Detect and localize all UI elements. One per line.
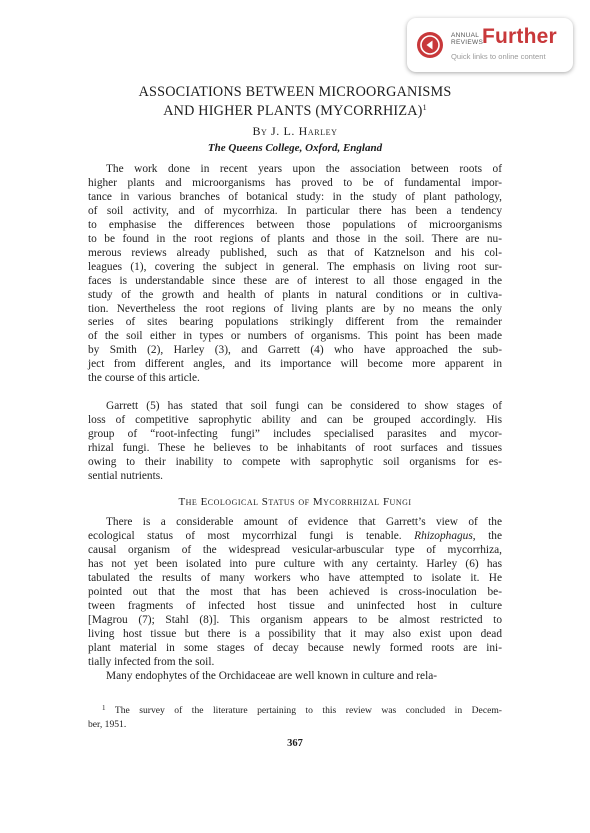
- text-line: There is a considerable amount of evidence that Garrett’s view of the: [106, 516, 502, 528]
- text-line: sential nutrients.: [88, 469, 163, 482]
- section-heading: The Ecological Status of Mycorrhizal Fungi: [178, 496, 412, 508]
- text-line: rhizal fungi. These he believes to be inhabitants of root surfaces and tissues: [88, 441, 502, 454]
- text-line: owing to their inability to compete with saprophytic soil organisms for es-: [88, 455, 502, 468]
- title-footnote-mark[interactable]: 1: [422, 103, 427, 112]
- paragraph-2: [88, 400, 502, 484]
- text-line: of soil activity, and of mycorrhiza. In particular there has been a tendency: [88, 204, 502, 217]
- text-line: to be found in the root regions of plants and those in the soil. There are nu-: [88, 232, 502, 245]
- text-line: tially infected from the soil.: [88, 655, 215, 668]
- footnote-line-2: ber, 1951.: [88, 719, 127, 730]
- title-line-2: AND HIGHER PLANTS (MYCORRHIZA): [163, 103, 423, 119]
- text-line: of the soil either in types or numbers of organisms. This point has been made: [88, 330, 502, 343]
- text-line: causal organism of the widespread vesicular-arbuscular type of mycorrhiza,: [88, 543, 502, 556]
- badge-annual-label: ANNUAL: [451, 32, 480, 39]
- text-line: study of the growth and health of plants in natural conditions or in cultiva-: [88, 288, 502, 301]
- author-affiliation: The Queens College, Oxford, England: [207, 142, 383, 154]
- paragraph-4: [88, 670, 502, 684]
- article-title: [100, 84, 490, 119]
- badge-subtitle: Quick links to online content: [451, 52, 546, 61]
- text-line: ject from different angles, and its importance will become more apparent in: [88, 358, 502, 371]
- author-byline: By J. L. Harley: [252, 124, 338, 138]
- footnote-line-1: The survey of the literature pertaining to this review was concluded in Decem-: [114, 705, 502, 716]
- text-line: tion. Nevertheless the root regions of living plants are by no means the only: [88, 302, 502, 315]
- badge-further-label: Further: [482, 25, 557, 48]
- text-line: to emphasise the differences between those populations of microorganisms: [88, 218, 502, 231]
- text-line: tance in various branches of botanical study: in the study of plant pathology,: [88, 190, 502, 203]
- text-line: pointed out that the most that has been achieved is cross-inoculation be-: [88, 585, 502, 598]
- text-line: by Smith (2), Harley (3), and Garrett (4) who have approached the sub-: [88, 344, 502, 357]
- genus-name: Rhizophagus: [414, 529, 473, 542]
- annual-reviews-logo-icon: [417, 32, 443, 58]
- paragraph-3: [88, 516, 502, 669]
- text-line: group of “root-infecting fungi” includes specialised parasites and mycor-: [88, 427, 502, 440]
- text-line: Many endophytes of the Orchidaceae are well known in culture and rela-: [106, 670, 438, 682]
- text-line: plant material in some stages of decay because newly formed roots are ini-: [88, 641, 502, 654]
- text-line: living host tissue but there is a possibility that it may also exist upon dead: [88, 627, 502, 640]
- text-line: has not yet been isolated into pure culture with any certainty. Harley (6) has: [88, 557, 502, 570]
- text-line: the course of this article.: [88, 372, 200, 385]
- footnote-mark: 1: [102, 704, 106, 712]
- text-line: ecological status of most mycorrhizal fungi is tenable. Rhizophagus, the: [88, 529, 502, 542]
- paragraph-1: [88, 163, 502, 386]
- footnote: [88, 701, 502, 732]
- further-badge[interactable]: [407, 18, 573, 72]
- page-number: 367: [287, 738, 303, 749]
- text-line: [Magrou (7); Stahl (8)]. This organism appears to be almost restricted to: [88, 613, 502, 626]
- text-line: Garrett (5) has stated that soil fungi can be considered to show stages of: [106, 400, 502, 412]
- text-line: tween fragments of infected host tissue and uninfected host in culture: [88, 599, 502, 612]
- badge-publisher: [451, 32, 483, 46]
- text-line: loss of competitive saprophytic ability and can be grouped accordingly. His: [88, 413, 502, 426]
- text-line: merous reviews already published, such as that of Katznelson and his col-: [88, 246, 502, 259]
- title-line-1: ASSOCIATIONS BETWEEN MICROORGANISMS: [138, 84, 452, 100]
- text-line: higher plants and microorganisms has proved to be of fundamental impor-: [88, 176, 502, 189]
- text-line: faces is understandable since these are of interest to all those engaged in the: [88, 274, 502, 287]
- text-line: tabulated the results of many workers who have attempted to isolate it. He: [88, 571, 502, 584]
- text-line: The work done in recent years upon the association between roots of: [106, 163, 502, 175]
- text-line: leagues (1), covering the subject in general. The emphasis on living root sur-: [88, 260, 502, 273]
- badge-reviews-label: REVIEWS: [451, 39, 484, 46]
- text-line: series of sites bearing populations strikingly different from the remainder: [88, 316, 502, 329]
